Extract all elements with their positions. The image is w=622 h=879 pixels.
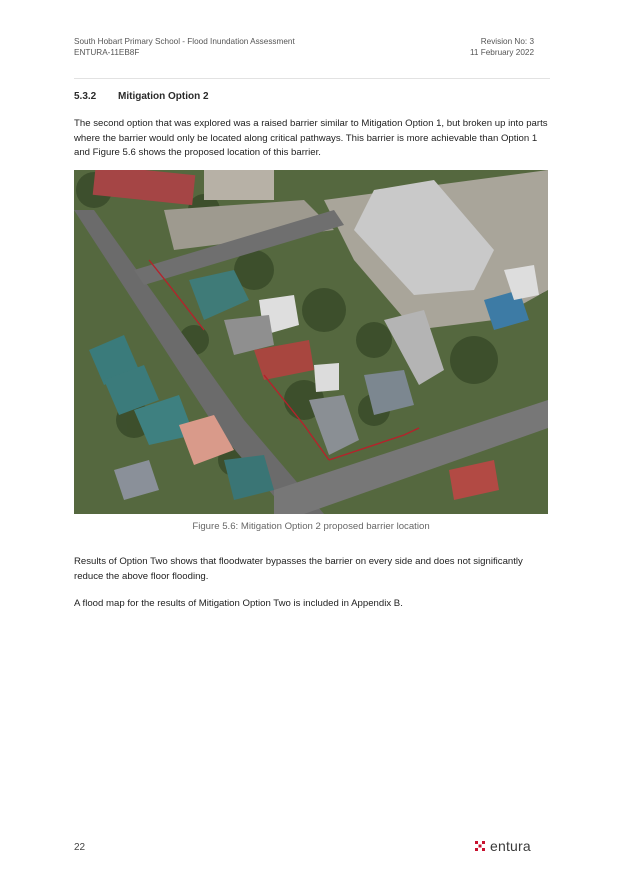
revision-number: Revision No: 3 <box>480 37 534 46</box>
document-id: ENTURA-11EB8F <box>74 48 140 57</box>
entura-logo <box>474 838 531 854</box>
document-title: South Hobart Primary School - Flood Inundation Assessment <box>74 37 295 46</box>
header-right <box>470 36 534 58</box>
page-number: 22 <box>74 842 86 853</box>
aerial-map-figure <box>74 170 548 514</box>
figure-caption: Figure 5.6: Mitigation Option 2 proposed barrier location <box>192 521 430 532</box>
header-divider <box>74 78 550 79</box>
body-paragraph: A flood map for the results of Mitigation Option Two is included in Appendix B. <box>74 598 403 609</box>
body-paragraph: The second option that was explored was a raised barrier similar to Mitigation Option 1, but broken up into parts where the barrier would only be located along critical pathways. This barrier is more achievable than Option 1 and Figure 5.6 shows the proposed location of this barrier. <box>74 118 548 158</box>
section-number: 5.3.2 <box>74 91 97 102</box>
entura-logo-text: entura <box>490 838 531 854</box>
aerial-photo <box>74 170 548 514</box>
document-date: 11 February 2022 <box>469 48 534 57</box>
body-paragraph: Results of Option Two shows that floodwater bypasses the barrier on every side and does not significantly reduce the above floor flooding. <box>74 556 523 582</box>
section-heading <box>74 91 209 102</box>
entura-logo-icon <box>474 840 486 852</box>
header-left <box>74 36 295 58</box>
section-title: Mitigation Option 2 <box>118 91 209 102</box>
